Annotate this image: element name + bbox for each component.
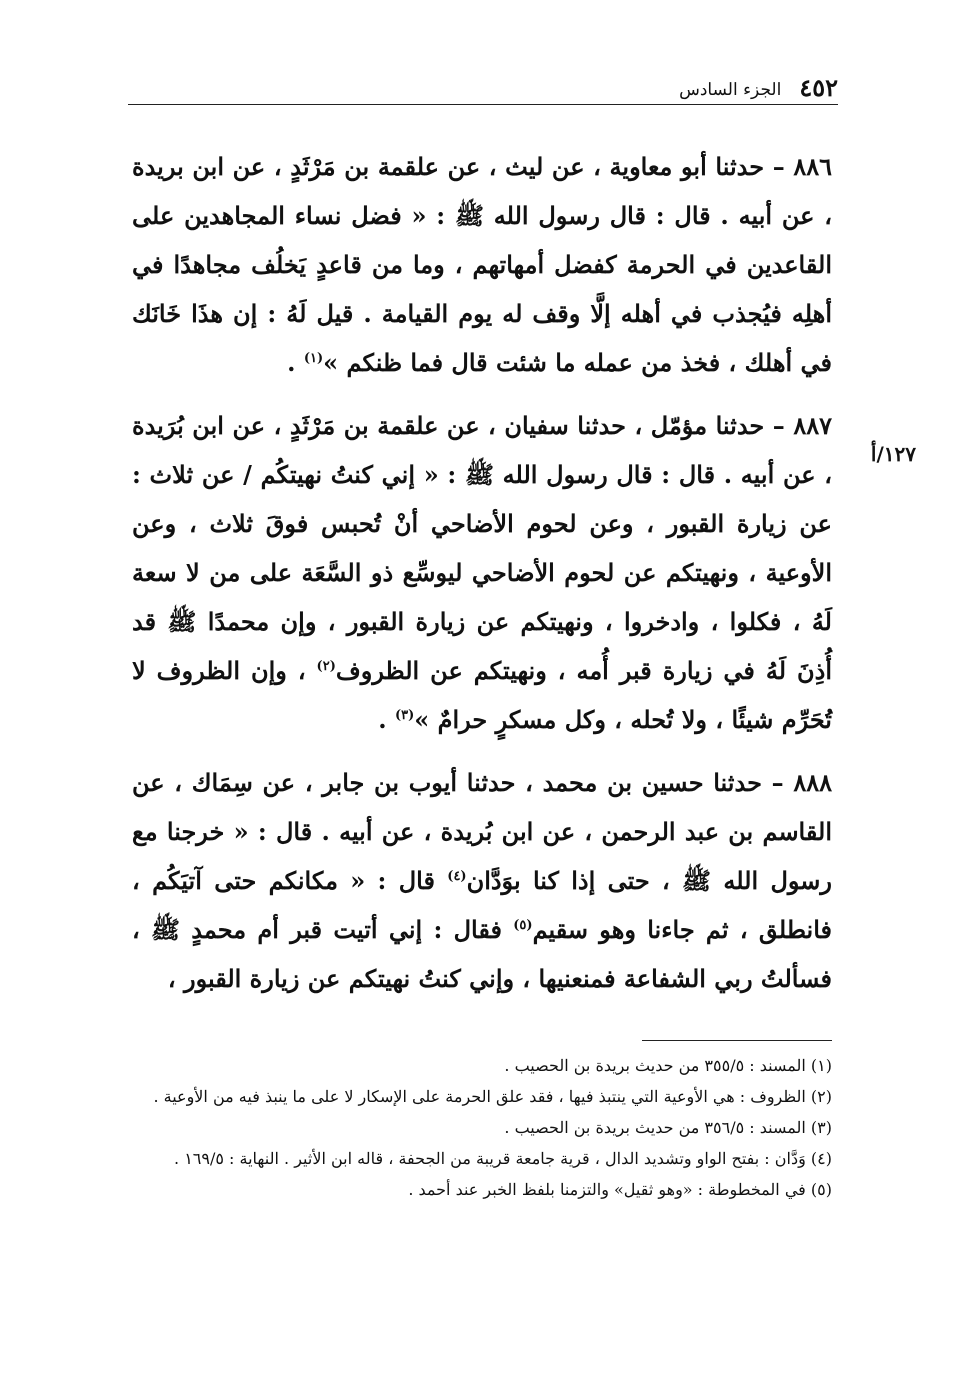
hadith-text: ٨٨٧ – حدثنا مؤمّل ، حدثنا سفيان ، عن علقمة بن مَرْثَدٍ ، عن ابن بُرَيدة ، عن أبيه . قال : قال رسول الله ﷺ : « إني كنتُ نهيتكُم / عن ثلاث : عن زيارة القبور ، وعن لحوم الأضاحي أنْ تُحبس فوقَ ثلاث ، وعن الأوعية ، ونهيتكم عن لحوم الأضاحي ليوسِّع ذو السَّعَة على من لا سعة لَهُ ، فكلوا ، وادخروا ، ونهيتكم عن زيارة القبور ، وإن محمدًا ﷺ قد أُذِنَ لَهُ في زيارة قبر أُمه ، ونهيتكم عن الظروف [132,411,832,685]
footnote-ref: (٣) [395,708,415,723]
hadith-text-continued: قال : « مكانكم حتى آتيَكُم ، فانطلق ، ثم جاءنا وهو سقيم [132,866,832,944]
footnote-4: (٤) وَدَّان : بفتح الواو وتشديد الدال ، قرية جامعة قريبة من الجحفة ، قاله ابن الأثير . النهاية : ١٦٩/٥ . [174,1149,832,1168]
footnote-2: (٢) الظروف : هي الأوعية التي ينتبذ فيها ، فقد علق الحرمة على الإسكار لا على ما ينبذ فيه من الأوعية . [153,1087,832,1106]
footnote-ref: (٢) [316,659,336,674]
manuscript-folio-marker: ١٢٧/أ [870,442,916,466]
hadith-text: ٨٨٨ – حدثنا حسين بن محمد ، حدثنا أيوب بن جابر ، عن سِمَاك ، عن القاسم بن عبد الرحمن ، عن ابن بُريدة ، عن أبيه . قال : « خرجنا مع رسول الله ﷺ ، حتى إذا كنا بوَدَّان [132,768,833,895]
page-number: ٤٥٢ [799,73,838,102]
footnote-ref: (٤) [447,869,467,884]
footnote-rule [642,1040,832,1041]
hadith-888 [132,758,832,1003]
main-text [132,142,832,1009]
footnotes [132,1052,832,1207]
page-header [128,68,838,102]
footnote-1: (١) المسند : ٣٥٥/٥ من حديث بريدة بن الحصيب . [504,1056,832,1075]
hadith-end: . [287,348,304,377]
hadith-887 [132,401,832,744]
hadith-end: . [378,705,395,734]
hadith-886 [132,142,832,387]
footnote-3: (٣) المسند : ٣٥٦/٥ من حديث بريدة بن الحصيب . [504,1118,832,1137]
hadith-end: فقال : إني أتيت قبر أم محمدٍ ﷺ ، فسألتُ ربي الشفاعة فمنعنيها ، وإني كنتُ نهيتكم عن زيارة القبور ، [132,915,832,993]
footnote-5: (٥) في المخطوطة : «وهو ثقيل» والتزمنا بلفظ الخبر عند أحمد . [408,1180,832,1199]
running-title: الجزء السادس [679,80,782,100]
hadith-text-continued: ، وإن الظروف لا تُحَرِّم شيئًا ، ولا تُحله ، وكل مسكرٍ حرامٌ » [132,656,832,734]
header-rule [128,104,838,105]
footnote-ref: (٥) [513,918,533,933]
footnote-ref: (١) [303,351,324,366]
hadith-text: ٨٨٦ – حدثنا أبو معاوية ، عن ليث ، عن علقمة بن مَرْثَدٍ ، عن ابن بريدة ، عن أبيه . قال : قال رسول الله ﷺ : « فضل نساء المجاهدين على القاعدين في الحرمة كفضل أمهاتهم ، وما من قاعدٍ يَخلُف مجاهدًا في أهلِه فيُجذب في أهله إلَّا وقف له يوم القيامة . قيل لَهُ : إن هذَا خَانَك في أهلك ، فخذ من عمله ما شئت قال فما ظنكم » [132,152,832,377]
